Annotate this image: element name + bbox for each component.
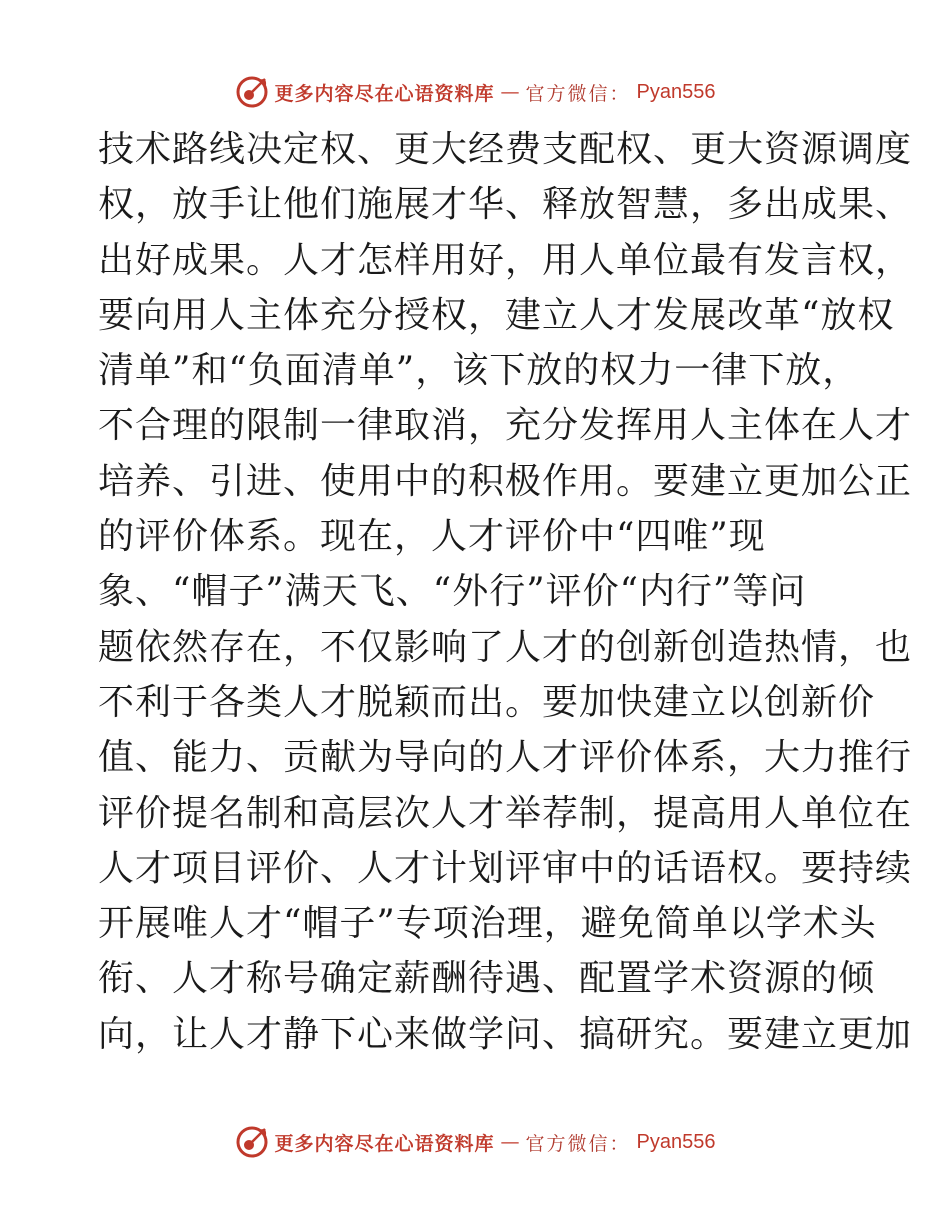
watermark-label: 官方微信： xyxy=(525,1132,631,1155)
text-line: 技术路线决定权、更大经费支配权、更大资源调度 xyxy=(98,129,913,170)
watermark-wechat-id: Pyan556 xyxy=(636,80,716,103)
text-line: 培养、引进、使用中的积极作用。要建立更加公正 xyxy=(98,460,913,502)
text-line: 衔、人才称号确定薪酬待遇、配置学术资源的倾 xyxy=(98,958,876,1000)
footer-watermark xyxy=(0,1122,950,1162)
text-line: 不合理的限制一律取消，充分发挥用人主体在人才 xyxy=(98,405,913,447)
body-paragraph xyxy=(98,122,913,1062)
quill-logo-icon xyxy=(235,1125,269,1159)
watermark-label: 官方微信： xyxy=(525,82,631,105)
text-line: 值、能力、贡献为导向的人才评价体系，大力推行 xyxy=(98,737,913,779)
header-watermark xyxy=(0,72,950,112)
text-line: 出好成果。人才怎样用好，用人单位最有发言权， xyxy=(98,239,913,281)
watermark-separator: — xyxy=(500,1131,520,1153)
watermark-text: 更多内容尽在心语资料库 xyxy=(274,1132,495,1155)
text-line: 不利于各类人才脱颖而出。要加快建立以创新价 xyxy=(98,681,876,723)
text-line: 人才项目评价、人才计划评审中的话语权。要持续 xyxy=(98,847,913,889)
quill-logo-icon xyxy=(235,75,269,109)
text-line: 权，放手让他们施展才华、释放智慧，多出成果、 xyxy=(98,184,913,226)
watermark-text: 更多内容尽在心语资料库 xyxy=(274,82,495,105)
text-line: 的评价体系。现在，人才评价中“四唯”现 xyxy=(98,516,766,558)
text-line: 向，让人才静下心来做学问、搞研究。要建立更加 xyxy=(98,1013,913,1055)
text-line: 评价提名制和高层次人才举荐制，提高用人单位在 xyxy=(98,792,913,834)
text-line: 象、“帽子”满天飞、“外行”评价“内行”等问 xyxy=(98,571,807,613)
text-line: 要向用人主体充分授权，建立人才发展改革“放权 xyxy=(98,294,895,336)
text-line: 清单”和“负面清单”，该下放的权力一律下放， xyxy=(98,350,860,392)
watermark-separator: — xyxy=(500,81,520,103)
text-line: 题依然存在，不仅影响了人才的创新创造热情，也 xyxy=(98,626,913,668)
text-line: 开展唯人才“帽子”专项治理，避免简单以学术头 xyxy=(98,903,877,945)
watermark-wechat-id: Pyan556 xyxy=(636,1130,716,1153)
